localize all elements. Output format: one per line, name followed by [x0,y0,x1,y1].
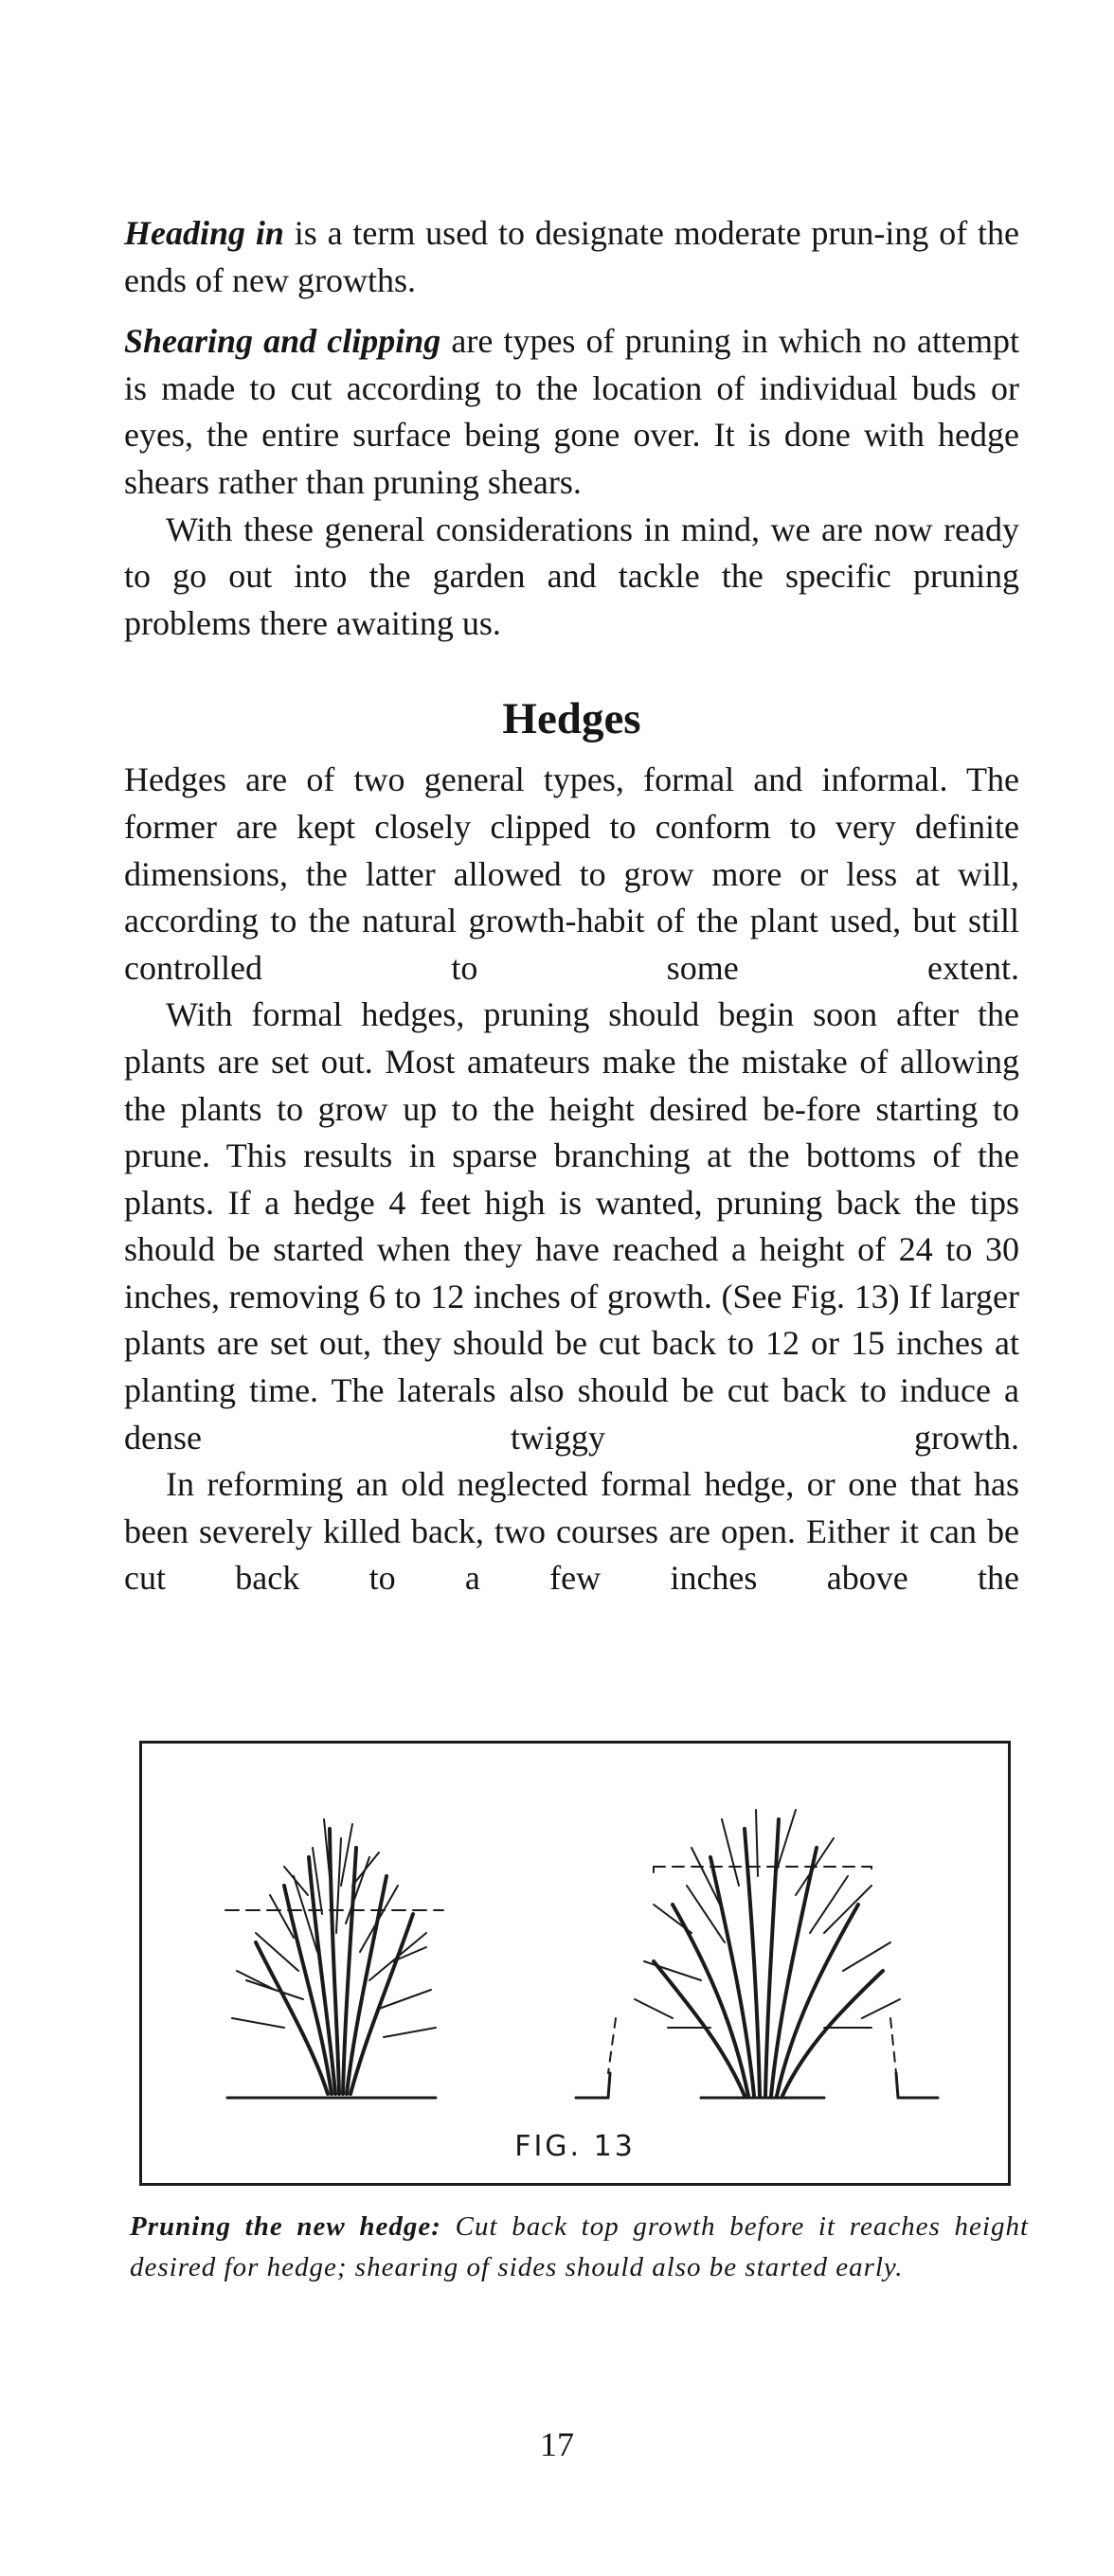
hedge-illustration [142,1744,1008,2183]
paragraph-considerations: With these general considerations in mind, we are now ready to go out into the garden and tackle the specific pruning problems there awaiting us. [124,510,1019,642]
paragraph-formal-hedges: With formal hedges, pruning should begin soon after the plants are set out. Most amateurs make the mistake of allowing the plants to grow up to the height desired be-fore starting to prune. This results in sparse branching at the bottoms of the plants. If a hedge 4 feet high is wanted, pruning back the tips should be started when they have reached a height of 24 to 30 inches, removing 6 to 12 inches of growth. (See Fig. 13) If larger plants are set out, they should be cut back to 12 or 15 inches at planting time. The laterals also should be cut back to induce a dense twiggy growth. [124,995,1019,1457]
paragraph-hedge-types: Hedges are of two general types, formal and informal. The former are kept closely clipped to conform to very definite dimensions, the latter allowed to grow more or less at will, according to the natural growth-habit of the plant used, but still controlled to some extent. [124,760,1019,987]
right-ground-step-end [896,2073,898,2098]
right-ground-step [608,2073,610,2098]
paragraph-shearing [124,318,1019,506]
figure-13 [139,1741,1011,2186]
paragraph-heading-in [124,210,1019,304]
left-bush-trunks [256,1829,413,2094]
caption-text: Cut back top growth before it reaches height desired for hedge; shearing of sides should also be started early. [130,2211,1030,2282]
page-body [124,210,1019,1602]
term-heading-in: Heading in [124,214,284,252]
paragraph-reforming: In reforming an old neglected formal hedge, or one that has been severely killed back, two courses are open. Either it can be cut back to a few inches above the [124,1465,1019,1598]
section-title: Hedges [502,694,641,744]
right-cut-line [654,1867,871,1872]
page-number: 17 [540,2425,574,2463]
figure-label: FIG. 13 [514,2130,636,2163]
term-shearing-and-clipping: Shearing and clipping [124,322,441,361]
shearing-definition: are types of pruning in which no attempt is made to cut according to the location of individual buds or eyes, the entire surface being gone over. It is done with hedge shears rather than pruning shears. [124,322,1019,501]
right-bush-trunks [654,1819,883,2096]
heading-in-definition: is a term used to designate moderate prun-ing of the ends of new growths. [124,214,1020,299]
right-side-line-left [608,2018,616,2073]
right-side-line-right [890,2018,896,2073]
caption-lead: Pruning the new hedge: [130,2211,441,2242]
figure-caption [130,2207,1029,2288]
